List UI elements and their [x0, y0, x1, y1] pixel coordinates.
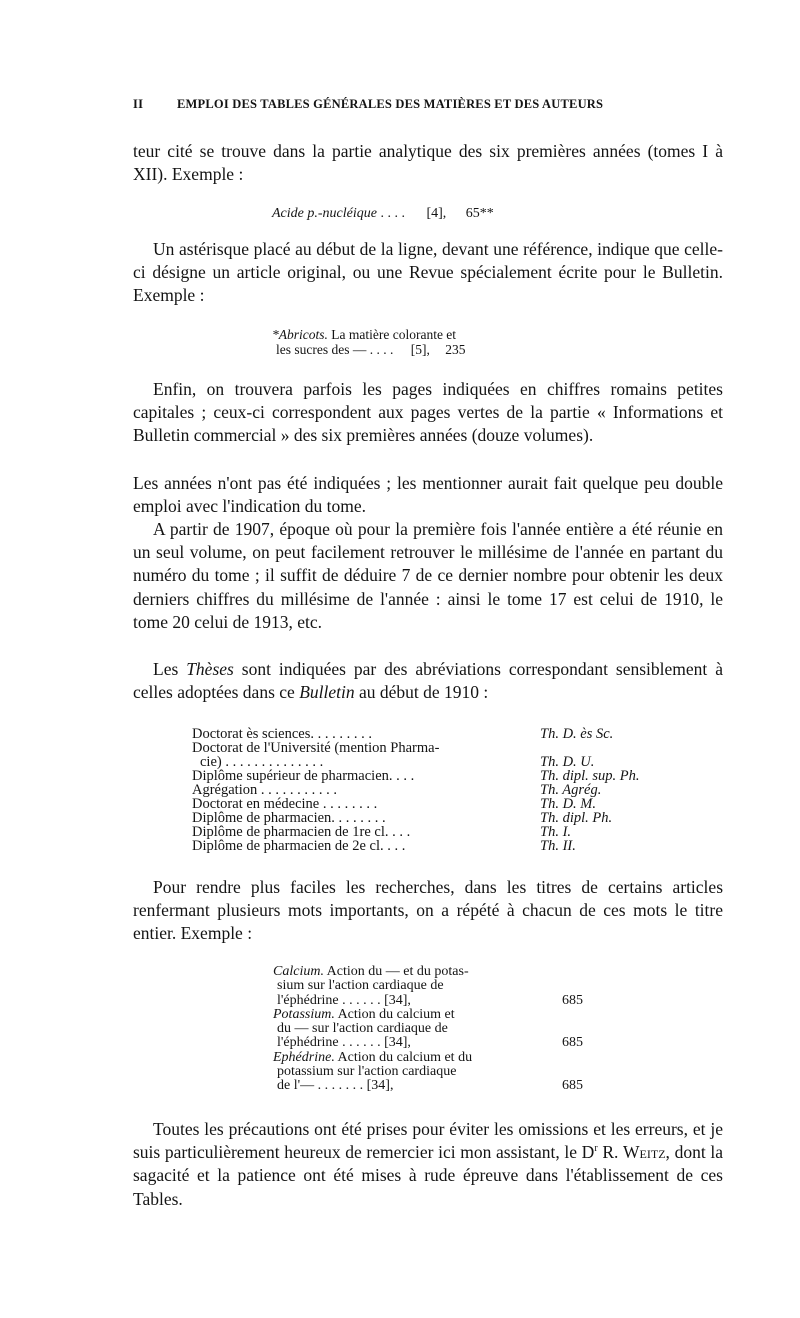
example-3-line: l'éphédrine . . . . . . [34],: [277, 1035, 411, 1051]
example-2-term: *Abricots.: [272, 327, 328, 342]
example-2-ref: [5],: [410, 341, 430, 357]
paragraph-2-text: Un astérisque placé au début de la ligne, devant une référence, indique que celle-ci désigne un article original, ou une Revue spécialement écrite pour le Bulletin. Exemple :: [133, 239, 723, 306]
example-1: [272, 207, 494, 222]
table-row: [192, 839, 640, 853]
paragraph-4-text: Les années n'ont pas été indiquées ; les mentionner aurait fait quelque peu double emploi avec l'indication du tome.: [133, 473, 723, 517]
example-1-term: Acide p.-nucléique: [272, 206, 377, 221]
example-3-text: Action du calcium et: [334, 1006, 455, 1022]
abbr-value: Th. D. U.: [540, 754, 595, 770]
abbr-value: Th. D. M.: [540, 796, 596, 812]
example-3-text: Action du — et du potas-: [323, 964, 469, 979]
paragraph-6: [133, 658, 723, 704]
abbr-label: Diplôme de pharmacien. . . . . . . .: [192, 810, 386, 826]
abbr-value: Th. D. ès Sc.: [540, 726, 614, 742]
table-row: [192, 783, 640, 797]
table-row: [192, 797, 640, 811]
example-2-line2: les sucres des — . . . .: [276, 341, 394, 357]
paragraph-6-theses: Thèses: [186, 659, 234, 679]
example-3: [273, 965, 583, 1094]
abbr-value: Th. Agrég.: [540, 782, 602, 798]
abbr-label: Doctorat de l'Université (mention Pharma-: [192, 740, 440, 756]
example-3-page: 685: [562, 992, 583, 1008]
example-1-page: 65**: [465, 206, 494, 221]
paragraph-7-text: Pour rendre plus faciles les recherches, dans les titres de certains articles renfermant plusieurs mots importants, on a répété à chacun de ces mots le titre entier. Exemple :: [133, 877, 723, 944]
paragraph-3: [133, 378, 723, 448]
paragraph-4: [133, 472, 723, 518]
example-2-line1: La matière colorante et: [327, 327, 457, 342]
abbr-label: Diplôme de pharmacien de 1re cl. . . .: [192, 824, 411, 840]
example-3-entry: [273, 965, 583, 1008]
example-3-term: Ephédrine.: [273, 1049, 335, 1065]
paragraph-8-b: R.: [597, 1142, 624, 1163]
example-3-line: du — sur l'action cardiaque de: [277, 1021, 448, 1037]
example-3-page: 685: [562, 1035, 583, 1051]
abbr-label: Diplôme supérieur de pharmacien. . . .: [192, 768, 415, 784]
paragraph-5: [133, 518, 723, 634]
abbr-label: cie) . . . . . . . . . . . . . .: [200, 754, 324, 770]
running-title: EMPLOI DES TABLES GÉNÉRALES DES MATIÈRES ET DES AUTEURS: [177, 97, 604, 111]
paragraph-6-e: au début de 1910 :: [354, 682, 489, 703]
example-1-dots: . . . .: [376, 206, 405, 221]
abbr-value: Th. dipl. sup. Ph.: [540, 768, 640, 784]
abbr-label: Diplôme de pharmacien de 2e cl. . . .: [192, 838, 406, 854]
abbr-value: Th. I.: [540, 824, 572, 840]
example-3-term: Calcium.: [273, 964, 324, 979]
abbr-value: Th. II.: [540, 838, 576, 854]
example-1-ref: [4],: [426, 206, 447, 221]
table-row: [192, 755, 640, 769]
abbr-value: Th. dipl. Ph.: [540, 810, 613, 826]
example-2: [272, 328, 572, 357]
table-row: [192, 825, 640, 839]
example-3-line: de l'— . . . . . . . [34],: [277, 1078, 394, 1094]
example-3-line: potassium sur l'action cardiaque: [277, 1064, 457, 1080]
paragraph-7: [133, 876, 723, 946]
abbr-value: [540, 741, 640, 755]
table-row: [192, 769, 640, 783]
paragraph-2: [133, 238, 723, 308]
paragraph-8-c: , dont la sagacité et la patience ont été mises à rude épreuve dans l'établissement de ces Tables.: [133, 1142, 723, 1209]
paragraph-8-sup: r: [594, 1143, 598, 1155]
paragraph-8: [133, 1118, 723, 1211]
abbr-label: Doctorat en médecine . . . . . . . .: [192, 796, 378, 812]
paragraph-6-a: Les: [153, 659, 187, 679]
paragraph-8-a: Toutes les précautions ont été prises pour éviter les omissions et les erreurs, et je suis particulièrement heureux de remercier ici mon assistant, le D: [133, 1119, 723, 1163]
example-3-entry: [273, 1008, 583, 1051]
table-row: [192, 811, 640, 825]
paragraph-1: teur cité se trouve dans la partie analytique des six premières années (tomes I à XII). Exemple :: [133, 141, 723, 185]
abbreviation-table: [192, 727, 640, 853]
abbr-label: Agrégation . . . . . . . . . . .: [192, 782, 337, 798]
example-3-entry: [273, 1051, 583, 1094]
example-2-page: 235: [445, 341, 466, 357]
page-number: II: [133, 97, 144, 111]
table-row: [192, 727, 640, 741]
example-3-term: Potassium.: [273, 1006, 335, 1022]
paragraph-6-c: sont indiquées par des abréviations correspondant sensiblement à celles adoptées dans ce: [133, 659, 723, 703]
paragraph-8-name: Weitz: [623, 1142, 666, 1163]
example-3-text: Action du calcium et du: [334, 1049, 473, 1065]
example-3-page: 685: [562, 1078, 583, 1094]
example-3-line: sium sur l'action cardiaque de: [277, 978, 444, 994]
paragraph-6-bulletin: Bulletin: [299, 682, 355, 703]
paragraph-3-text: Enfin, on trouvera parfois les pages indiquées en chiffres romains petites capitales ; ceux-ci correspondent aux pages vertes de la partie « Informations et Bulletin commercial » des six premières années (douze volumes).: [133, 379, 723, 446]
example-3-line: l'éphédrine . . . . . . [34],: [277, 992, 411, 1008]
paragraph-5-text: A partir de 1907, époque où pour la première fois l'année entière a été réunie en un seul volume, on peut facilement retrouver le millésime de l'année en partant du numéro du tome ; il suffit de déduire 7 de ce dernier nombre pour obtenir les deux derniers chiffres du millésime de l'année : ainsi le tome 17 est celui de 1910, le tome 20 celui de 1913, etc.: [133, 519, 723, 632]
abbr-label: Doctorat ès sciences. . . . . . . . .: [192, 726, 372, 742]
table-row: [192, 741, 640, 755]
running-header: [133, 97, 693, 112]
